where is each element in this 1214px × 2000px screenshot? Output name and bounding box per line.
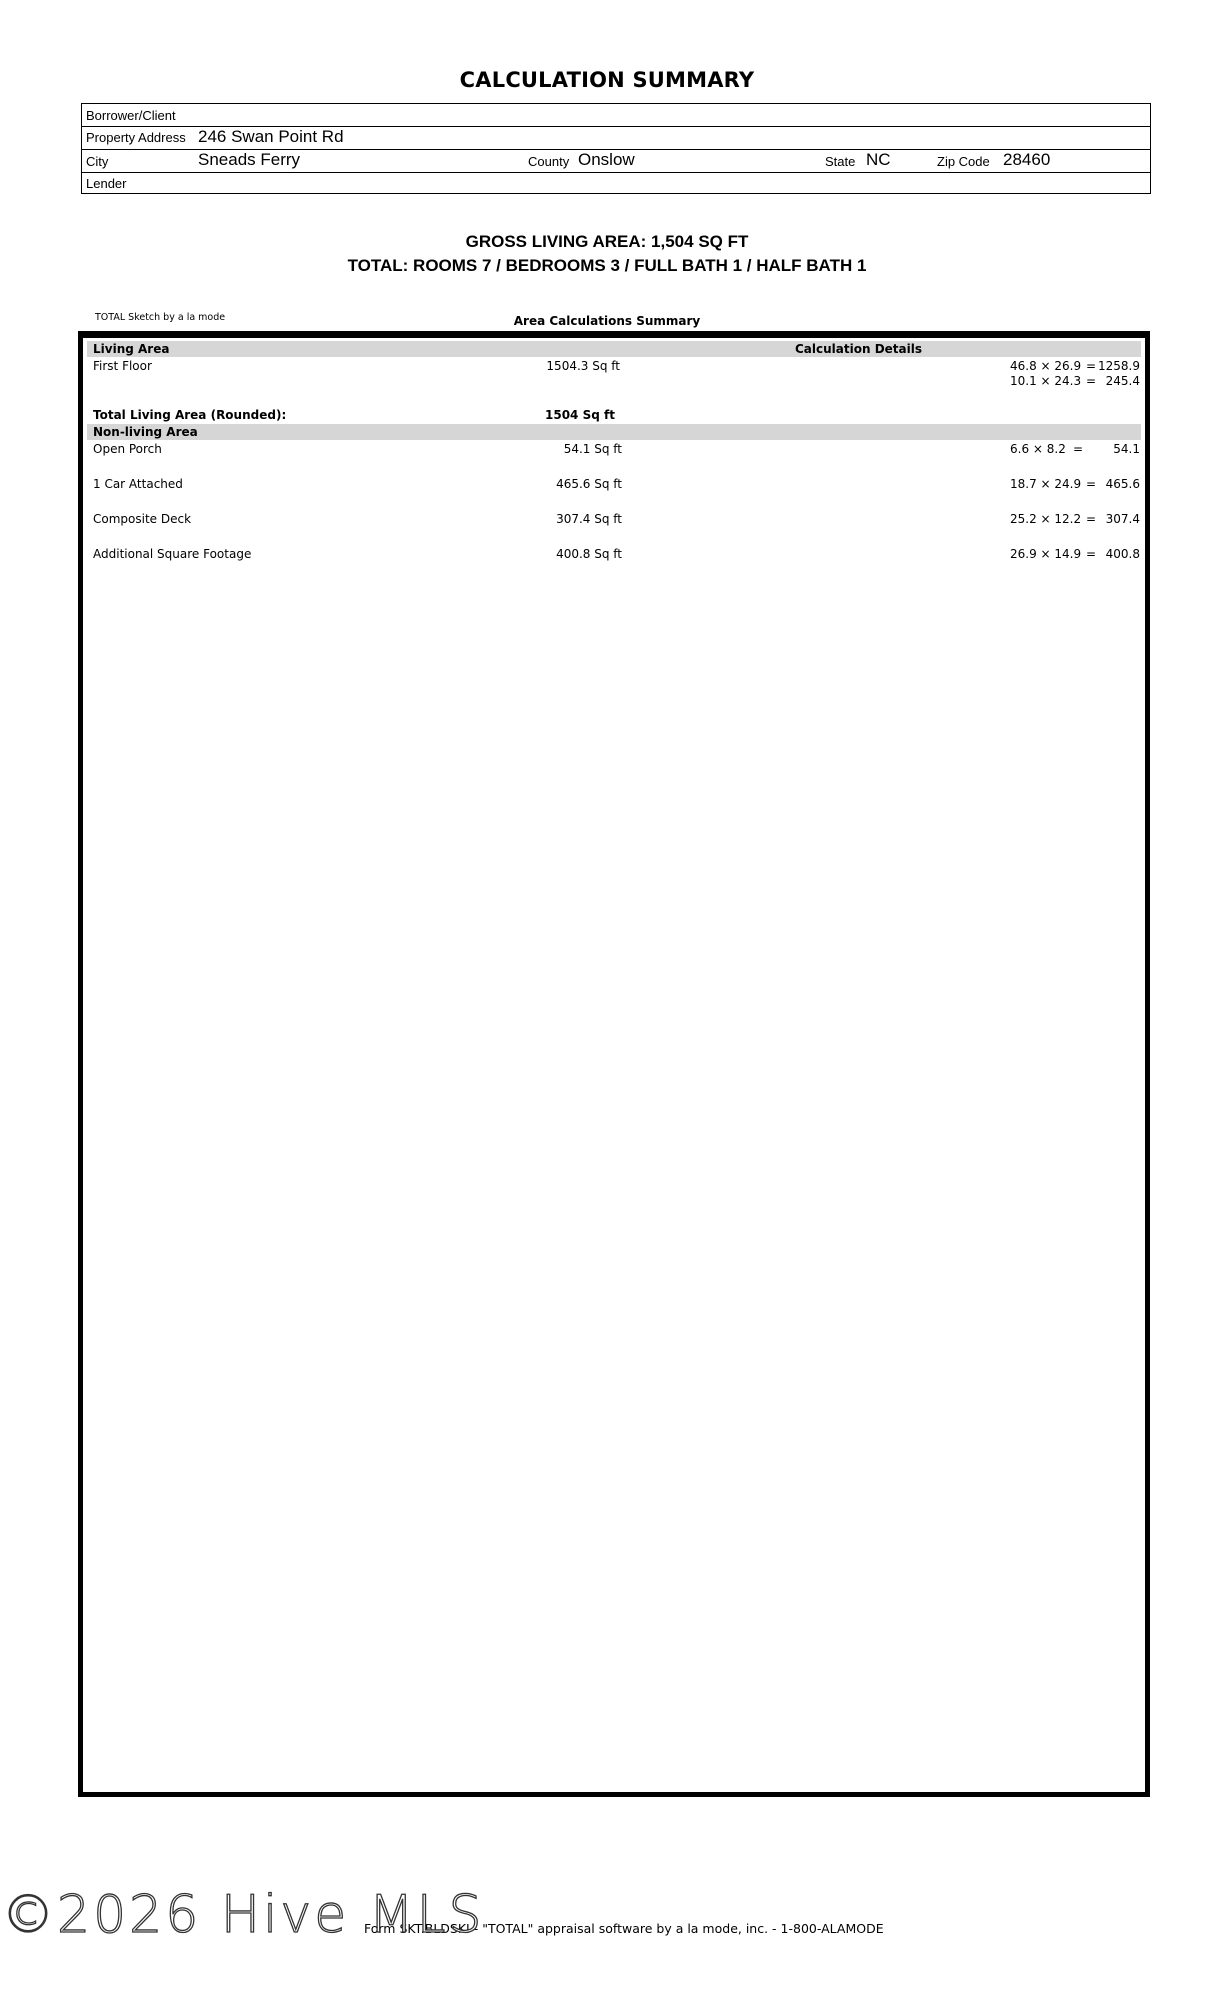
calc-result: 1258.9 [1098,359,1140,373]
city-value: Sneads Ferry [198,150,301,169]
first-floor-name: First Floor [93,359,152,373]
county-label: County [528,154,570,169]
address-row [82,126,1150,150]
calc-equals: = [1086,547,1097,561]
borrower-row [82,104,1150,127]
living-area-header: Living Area [93,342,170,356]
calc-equals: = [1086,512,1097,526]
city-row [82,149,1150,173]
zip-value: 28460 [1003,150,1051,169]
form-footer: Form SKT.BLDSKI - "TOTAL" appraisal software by a la mode, inc. - 1-800-ALAMODE [364,1921,884,1936]
list-item-area: 54.1 Sq ft [563,442,622,456]
calc-equals: = [1073,442,1084,456]
list-item-area: 465.6 Sq ft [556,477,622,491]
list-item-name: 1 Car Attached [93,477,183,491]
calc-equals: = [1086,359,1097,373]
address-value: 246 Swan Point Rd [198,127,344,146]
first-floor-area: 1504.3 Sq ft [546,359,620,373]
calc-result: 245.4 [1105,374,1140,388]
property-info-table [81,103,1151,194]
list-item-name: Open Porch [93,442,162,456]
room-totals: TOTAL: ROOMS 7 / BEDROOMS 3 / FULL BATH 1 / HALF BATH 1 [347,256,867,275]
calc-equals: = [1086,477,1097,491]
total-living-value: 1504 Sq ft [545,408,615,422]
non-living-header: Non-living Area [93,425,198,439]
living-area-header-band [87,341,1141,357]
state-label: State [825,154,856,169]
calc-result: 465.6 [1105,477,1140,491]
calc-result: 54.1 [1113,442,1140,456]
list-item-area: 400.8 Sq ft [556,547,622,561]
list-item-name: Composite Deck [93,512,192,526]
total-living-label: Total Living Area (Rounded): [93,408,287,422]
city-label: City [86,154,109,169]
calc-dims: 6.6 × 8.2 [1010,442,1066,456]
calc-equals: = [1086,374,1097,388]
calc-dims: 18.7 × 24.9 [1010,477,1082,491]
calc-dims: 25.2 × 12.2 [1010,512,1082,526]
calc-result: 400.8 [1105,547,1140,561]
calc-dims: 10.1 × 24.3 [1010,374,1082,388]
non-living-header-band [87,424,1141,440]
calc-dims: 26.9 × 14.9 [1010,547,1082,561]
area-calculations-title: Area Calculations Summary [513,314,701,328]
gross-living-area: GROSS LIVING AREA: 1,504 SQ FT [465,232,749,251]
calc-result: 307.4 [1105,512,1140,526]
lender-label: Lender [86,176,127,191]
borrower-label: Borrower/Client [86,108,176,123]
zip-label: Zip Code [937,154,990,169]
lender-row [82,172,1150,193]
calc-dims: 46.8 × 26.9 [1010,359,1082,373]
state-value: NC [866,150,891,169]
watermark: ©2026 Hive MLS [2,1885,485,1945]
sketch-note: TOTAL Sketch by a la mode [95,312,226,323]
address-label: Property Address [86,130,186,145]
list-item-name: Additional Square Footage [93,547,252,561]
county-value: Onslow [578,150,635,169]
page-title: CALCULATION SUMMARY [459,68,755,92]
area-calculations-frame [78,331,1150,1797]
calculation-details-header: Calculation Details [795,342,923,356]
list-item-area: 307.4 Sq ft [556,512,622,526]
